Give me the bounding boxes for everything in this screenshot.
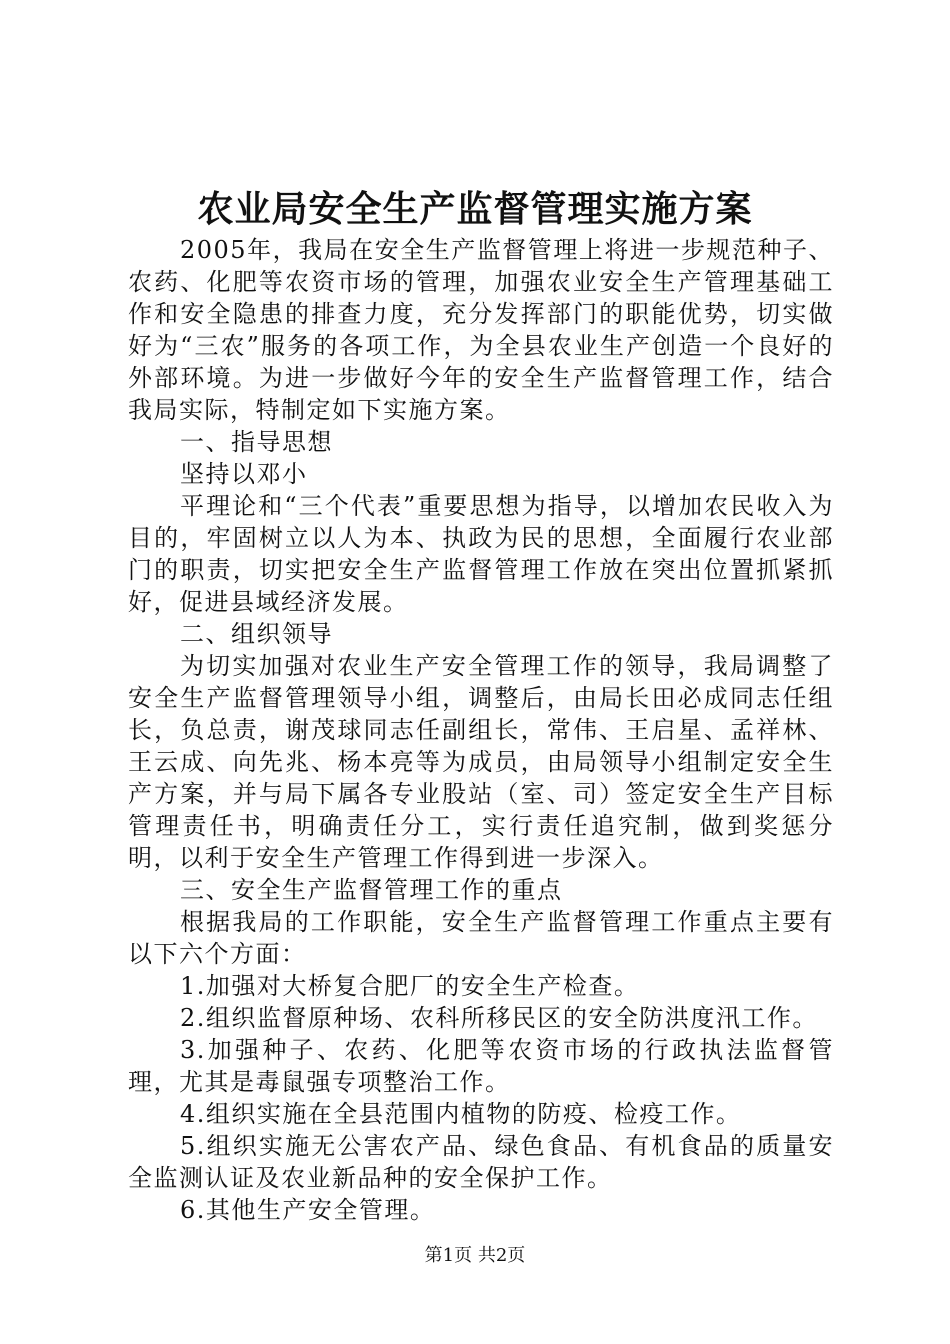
paragraph-guiding-ideology: 平理论和“三个代表”重要思想为指导，以增加农民收入为目的，牢固树立以人为本、执政为民的思想，全面履行农业部门的职责，切实把安全生产监督管理工作放在突出位置抓紧抓好，促进县域经济发展。 — [128, 492, 834, 616]
paragraph-organization: 为切实加强对农业生产安全管理工作的领导，我局调整了安全生产监督管理领导小组，调整后，由局长田必成同志任组长，负总责，谢茂球同志任副组长，常伟、王启星、孟祥林、王云成、向先兆、杨本亮等为成员，由局领导小组制定安全生产方案，并与局下属各专业股站（室、司）签定安全生产目标管理责任书，明确责任分工，实行责任追究制，做到奖惩分明，以利于安全生产管理工作得到进一步深入。 — [128, 652, 834, 872]
list-item-6: 6.其他生产安全管理。 — [180, 1196, 436, 1224]
document-body — [128, 234, 834, 1226]
list-item-1: 1.加强对大桥复合肥厂的安全生产检查。 — [180, 972, 640, 1000]
list-item-2: 2.组织监督原种场、农科所移民区的安全防洪度汛工作。 — [180, 1004, 818, 1032]
section-heading-key-points: 三、安全生产监督管理工作的重点 — [180, 876, 563, 904]
paragraph-guiding-ideology-start: 坚持以邓小 — [180, 460, 308, 488]
section-heading-guiding-ideology: 一、指导思想 — [180, 428, 333, 456]
section-heading-organization: 二、组织领导 — [180, 620, 333, 648]
list-item-5: 5.组织实施无公害农产品、绿色食品、有机食品的质量安全监测认证及农业新品种的安全保护工作。 — [128, 1132, 834, 1192]
page-number-footer: 第1页 共2页 — [424, 1245, 526, 1266]
list-item-4: 4.组织实施在全县范围内植物的防疫、检疫工作。 — [180, 1100, 742, 1128]
paragraph-intro: 2005年，我局在安全生产监督管理上将进一步规范种子、农药、化肥等农资市场的管理，加强农业安全生产管理基础工作和安全隐患的排查力度，充分发挥部门的职能优势，切实做好为“三农”服务的各项工作，为全县农业生产创造一个良好的外部环境。为进一步做好今年的安全生产监督管理工作，结合我局实际，特制定如下实施方案。 — [128, 236, 834, 424]
paragraph-key-points-intro: 根据我局的工作职能，安全生产监督管理工作重点主要有以下六个方面： — [128, 908, 834, 968]
list-item-3: 3.加强种子、农药、化肥等农资市场的行政执法监督管理，尤其是毒鼠强专项整治工作。 — [128, 1036, 834, 1096]
document-title: 农业局安全生产监督管理实施方案 — [197, 188, 753, 230]
